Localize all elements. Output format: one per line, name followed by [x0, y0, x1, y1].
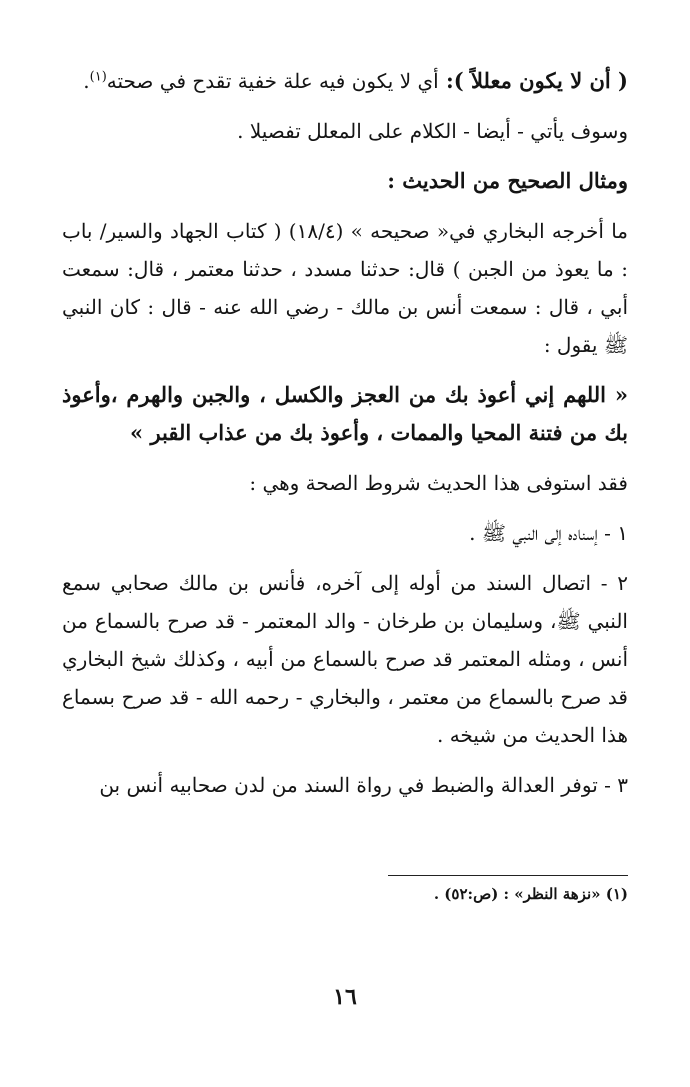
condition-item-2: ٢ - اتصال السند من أوله إلى آخره، فأنس بن مالك صحابي سمع النبي ﷺ، وسليمان بن طرخان - والد المعتمر - قد صرح بالسماع من أنس ، ومثله المعتمر قد صرح بالسماع من أبيه ، وكذلك شيخ البخاري قد صرح بالسماع من معتمر ، والبخاري - رحمه الله - قد صرح بسماع هذا الحديث من شيخه . [62, 571, 628, 747]
footnote-divider [388, 875, 628, 876]
condition-item-3: ٣ - توفر العدالة والضبط في رواة السند من لدن صحابيه أنس بن [99, 773, 628, 797]
condition-item-1: ١ - إسناده إلى النبي ﷺ . [469, 521, 628, 545]
hadith-text: « اللهم إني أعوذ بك من العجز والكسل ، والجبن والهرم ،وأعوذ بك من فتنة المحيا والممات ، وأعوذ بك من عذاب القبر » [62, 382, 628, 445]
paragraph-condition-not-defective [62, 62, 628, 100]
paragraph-conditions-intro: فقد استوفى هذا الحديث شروط الصحة وهي : [249, 471, 628, 495]
footnote-marker: (١) [89, 69, 107, 85]
condition-end: . [83, 69, 90, 93]
page-number: ١٦ [333, 984, 357, 1010]
condition-text: أي لا يكون فيه علة خفية تقدح في صحته [106, 69, 439, 93]
paragraph-note: وسوف يأتي - أيضا - الكلام على المعلل تفصيلا . [237, 119, 628, 143]
condition-heading: ( أن لا يكون معللاً ): [438, 68, 628, 93]
body-text [62, 62, 628, 804]
paragraph-isnad: ما أخرجه البخاري في« صحيحه » (١٨/٤) ( كتاب الجهاد والسير/ باب : ما يعوذ من الجبن ) قال: حدثنا مسدد ، حدثنا معتمر ، قال: سمعت أبي ، قال : سمعت أنس بن مالك - رضي الله عنه - قال : كان النبي ﷺ يقول : [62, 219, 629, 357]
example-heading: ومثال الصحيح من الحديث : [387, 168, 628, 193]
footnote: (١) «نزهة النظر» : (ص:٥٢) . [433, 885, 628, 903]
